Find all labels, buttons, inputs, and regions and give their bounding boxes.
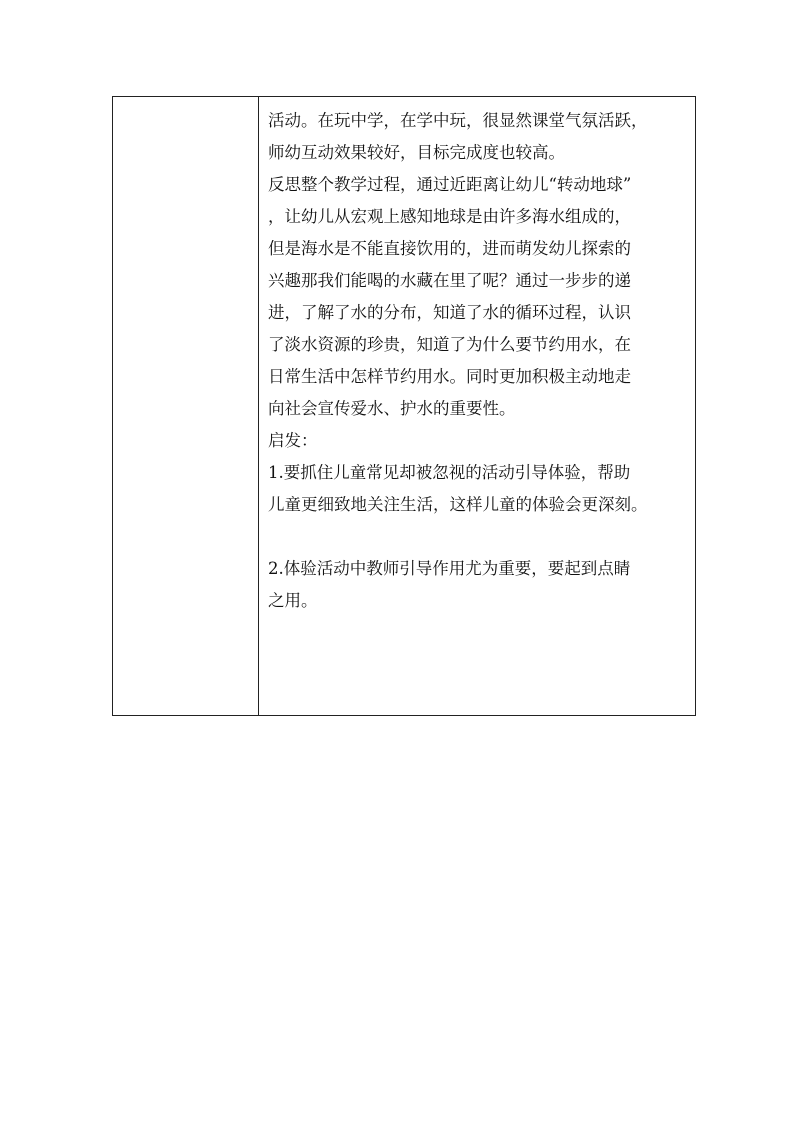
text-line: 了淡水资源的珍贵，知道了为什么要节约用水，在 xyxy=(268,335,631,354)
text-line: 师幼互动效果较好，目标完成度也较高。 xyxy=(268,143,565,162)
blank-line xyxy=(268,521,695,553)
list-item-line: 1.要抓住儿童常见却被忽视的活动引导体验，帮助 xyxy=(268,463,631,482)
section-heading: 启发： xyxy=(268,431,318,450)
text-line: 反思整个教学过程，通过近距离让幼儿“转动地球” xyxy=(268,175,632,194)
list-item-line: 2.体验活动中教师引导作用尤为重要，要起到点睛 xyxy=(268,559,631,578)
text-line: ，让幼儿从宏观上感知地球是由许多海水组成的， xyxy=(268,207,631,226)
text-line: 但是海水是不能直接饮用的，进而萌发幼儿探索的 xyxy=(268,239,631,258)
text-line: 进，了解了水的分布，知道了水的循环过程，认识 xyxy=(268,303,631,322)
text-line: 活动。在玩中学，在学中玩，很显然课堂气氛活跃， xyxy=(268,111,648,130)
text-line: 向社会宣传爱水、护水的重要性。 xyxy=(268,399,516,418)
list-item-line: 儿童更细致地关注生活，这样儿童的体验会更深刻。 xyxy=(268,495,648,514)
right-cell xyxy=(259,97,695,715)
document-table xyxy=(112,96,696,716)
text-line: 兴趣那我们能喝的水藏在里了呢？通过一步步的递 xyxy=(268,271,631,290)
left-cell xyxy=(113,97,259,715)
text-line: 日常生活中怎样节约用水。同时更加积极主动地走 xyxy=(268,367,631,386)
list-item-line: 之用。 xyxy=(268,591,318,610)
